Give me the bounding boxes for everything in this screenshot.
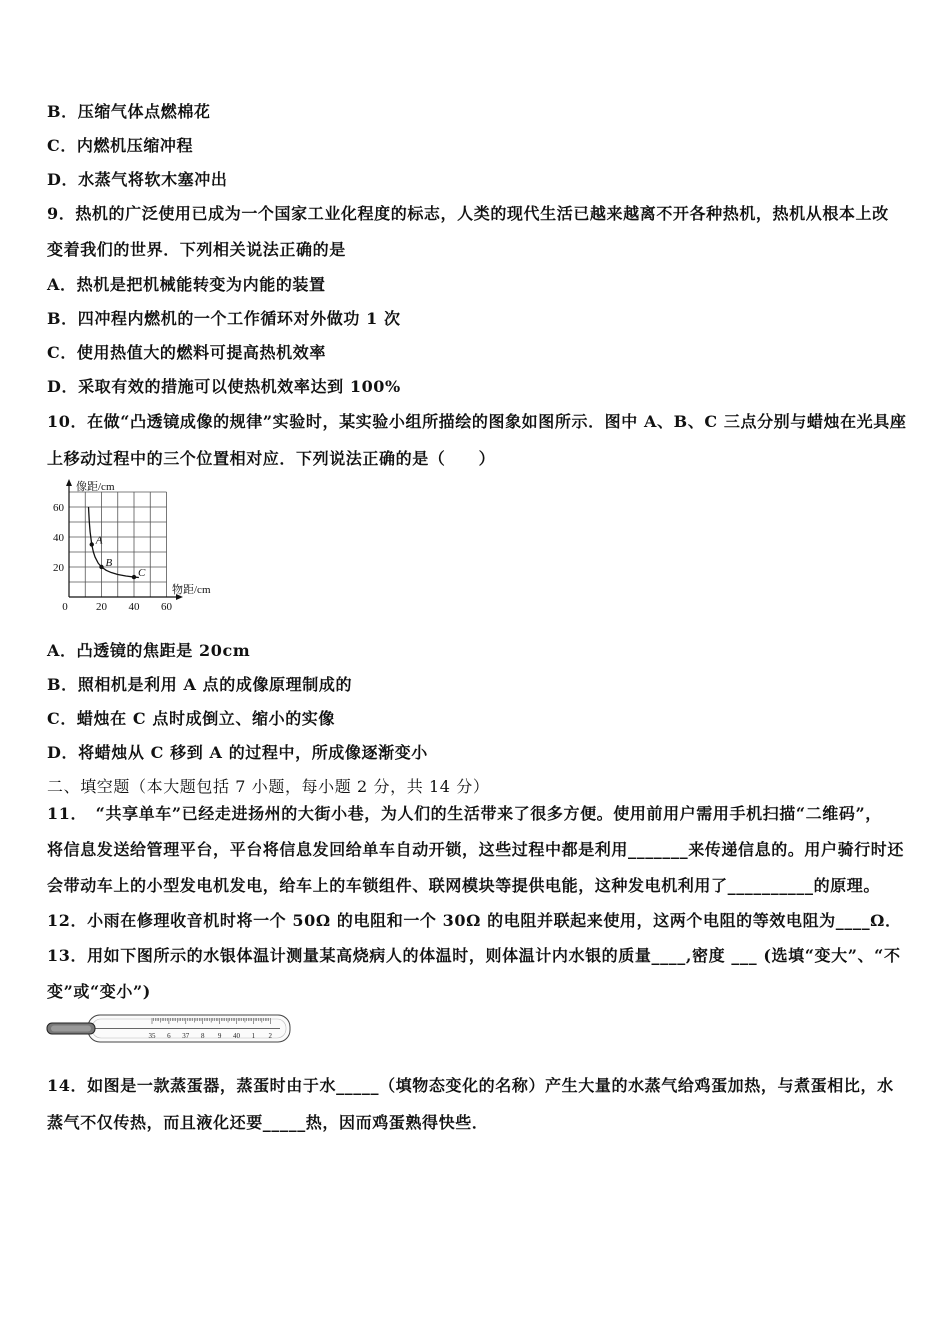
q9-option-d: D．采取有效的措施可以使热机效率达到 100%: [47, 377, 401, 396]
y-axis-label: 像距/cm: [76, 481, 115, 493]
q10-stem-line-2: 上移动过程中的三个位置相对应．下列说法正确的是（ ）: [47, 449, 496, 468]
lens-imaging-graph: [40, 476, 230, 616]
data-point-b: [99, 565, 103, 569]
q13-line-2: 变”或“变小”): [47, 982, 151, 1001]
y-tick-label: 60: [53, 502, 64, 514]
x-axis-label: 物距/cm: [172, 584, 211, 596]
mercury-thermometer-figure: [44, 1012, 294, 1046]
thermometer-scale-label: 6: [167, 1032, 171, 1040]
q8-option-c: C．内燃机压缩冲程: [47, 136, 194, 155]
x-tick-label: 20: [96, 601, 107, 613]
section-2-title: 二、填空题（本大题包括 7 小题，每小题 2 分，共 14 分）: [47, 777, 490, 796]
y-tick-label: 20: [53, 562, 64, 574]
x-tick-label: 60: [161, 601, 172, 613]
q9-stem-line-1: 9．热机的广泛使用已成为一个国家工业化程度的标志，人类的现代生活已越来越离不开各种热机，热机从根本上改: [47, 204, 889, 223]
thermometer-scale-label: 9: [217, 1032, 222, 1040]
q9-stem-line-2: 变着我们的世界．下列相关说法正确的是: [47, 240, 346, 259]
thermometer-scale-label: 35: [148, 1032, 156, 1040]
thermometer-bulb-highlight: [51, 1026, 91, 1032]
thermometer-scale-label: 2: [268, 1032, 273, 1040]
q8-option-b: B．压缩气体点燃棉花: [47, 102, 211, 121]
q10-option-d: D．将蜡烛从 C 移到 A 的过程中，所成像逐渐变小: [47, 743, 428, 762]
q9-option-c: C．使用热值大的燃料可提高热机效率: [47, 343, 326, 362]
x-tick-label: 40: [128, 601, 140, 613]
data-point-a: [90, 542, 94, 546]
q10-stem-line-1: 10．在做“凸透镜成像的规律”实验时，某实验小组所描绘的图象如图所示．图中 A、B、C 三点分别与蜡烛在光具座: [47, 412, 907, 431]
data-point-label-b: B: [105, 557, 113, 569]
q13-line-1: 13．用如下图所示的水银体温计测量某高烧病人的体温时，则体温计内水银的质量____,密度 ___ (选填“变大”、“不: [47, 946, 901, 965]
q12-line-1: 12．小雨在修理收音机时将一个 50Ω 的电阻和一个 30Ω 的电阻并联起来使用，这两个电阻的等效电阻为____Ω．: [47, 911, 902, 930]
q10-option-c: C．蜡烛在 C 点时成倒立、缩小的实像: [47, 709, 336, 728]
q10-option-b: B．照相机是利用 A 点的成像原理制成的: [47, 675, 353, 694]
q11-line-2: 将信息发送给管理平台，平台将信息发回给单车自动开锁，这些过程中都是利用_______来传递信息的。用户骑行时还: [47, 840, 905, 859]
thermometer-scale-label: 8: [200, 1032, 205, 1040]
thermometer-scale-label: 1: [251, 1032, 256, 1040]
data-point-label-c: C: [138, 567, 146, 580]
q11-line-3: 会带动车上的小型发电机发电，给车上的车锁组件、联网模块等提供电能，这种发电机利用了__________的原理。: [47, 876, 881, 895]
q8-option-d: D．水蒸气将软木塞冲出: [47, 170, 228, 189]
data-point-label-a: A: [95, 534, 103, 547]
data-point-c: [132, 575, 136, 579]
q14-line-1: 14．如图是一款蒸蛋器，蒸蛋时由于水_____（填物态变化的名称）产生大量的水蒸气给鸡蛋加热，与煮蛋相比，水: [47, 1076, 894, 1095]
y-tick-label: 40: [53, 532, 64, 544]
q14-line-2: 蒸气不仅传热，而且液化还要_____热，因而鸡蛋熟得快些．: [47, 1113, 489, 1132]
q10-option-a: A．凸透镜的焦距是 20cm: [47, 641, 251, 660]
q9-option-a: A．热机是把机械能转变为内能的装置: [47, 275, 326, 294]
thermometer-scale-label: 40: [233, 1032, 240, 1040]
q11-line-1: 11． “共享单车”已经走进扬州的大街小巷，为人们的生活带来了很多方便。使用前用户需用手机扫描“二维码”，: [47, 804, 882, 823]
thermometer-scale-label: 37: [182, 1032, 190, 1040]
y-axis-arrow-icon: [66, 479, 72, 486]
x-tick-label: 0: [62, 601, 68, 613]
q9-option-b: B．四冲程内燃机的一个工作循环对外做功 1 次: [47, 309, 401, 328]
